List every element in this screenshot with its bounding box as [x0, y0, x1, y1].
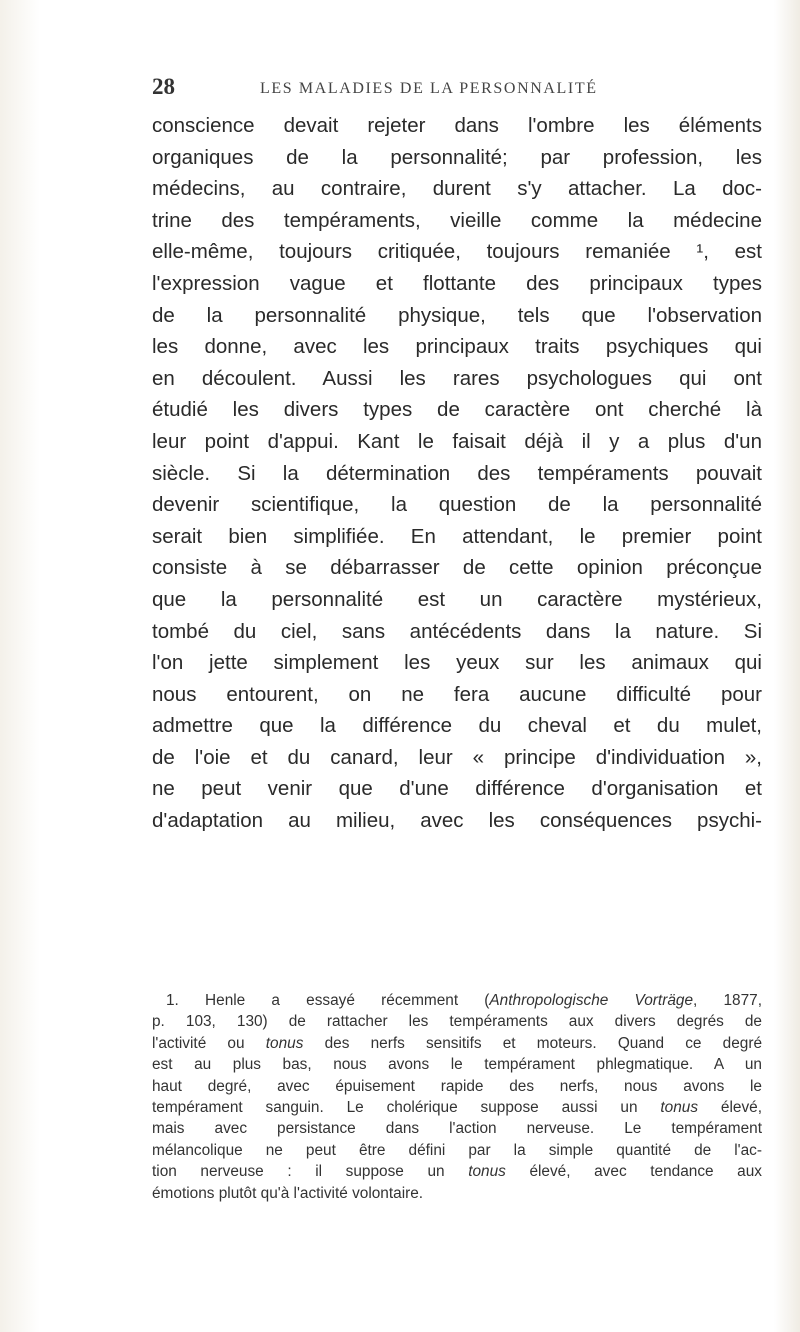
- body-line: elle-même, toujours critiquée, toujours remaniée ¹, est: [152, 240, 762, 264]
- footnote-line: mélancolique ne peut être défini par la simple quantité de l'ac-: [152, 1141, 762, 1159]
- footnote-line: [152, 990, 762, 1011]
- footnote-text: 1. Henle a essayé récemment (: [166, 992, 490, 1009]
- body-line: consiste à se débarrasser de cette opinion préconçue: [152, 556, 762, 580]
- footnote-term: tonus: [660, 1099, 699, 1117]
- footnote-citation: Anthropologische Vorträge: [489, 992, 694, 1009]
- footnote-line: mais avec persistance dans l'action nerveuse. Le tempérament: [152, 1120, 762, 1138]
- footnote-text: élevé, avec tendance aux: [505, 1163, 762, 1181]
- body-line: nous entourent, on ne fera aucune difficulté pour: [152, 682, 762, 706]
- footnote-text: tion nerveuse : il suppose un: [152, 1163, 469, 1181]
- body-line: de l'oie et du canard, leur « principe d'individuation »,: [152, 745, 762, 769]
- body-line: l'on jette simplement les yeux sur les animaux qui: [152, 651, 762, 675]
- footnote-line: p. 103, 130) de rattacher les tempéraments aux divers degrés de: [152, 1013, 762, 1031]
- page-number: 28: [152, 74, 175, 99]
- body-line: l'expression vague et flottante des principaux types: [152, 271, 762, 295]
- body-text: [152, 110, 762, 837]
- body-line: organiques de la personnalité; par profession, les: [152, 145, 762, 169]
- footnote-term: tonus: [265, 1034, 304, 1052]
- footnote-text: , 1877,: [693, 992, 762, 1009]
- footnote-line: [152, 1097, 762, 1118]
- body-line: les donne, avec les principaux traits psychiques qui: [152, 335, 762, 359]
- body-line: trine des tempéraments, vieille comme la médecine: [152, 208, 762, 232]
- footnote-line: haut degré, avec épuisement rapide des nerfs, nous avons le: [152, 1077, 762, 1095]
- body-line: conscience devait rejeter dans l'ombre les éléments: [152, 114, 762, 137]
- footnote-term: tonus: [468, 1163, 506, 1181]
- page-edge-shade: [774, 0, 800, 1332]
- body-line: que la personnalité est un caractère mystérieux,: [152, 587, 762, 611]
- footnote-text: élevé,: [698, 1099, 762, 1117]
- footnote-text: tempérament sanguin. Le cholérique suppose aussi un: [152, 1099, 661, 1117]
- body-line: en découlent. Aussi les rares psychologues qui ont: [152, 366, 762, 390]
- body-line: leur point d'appui. Kant le faisait déjà il y a plus d'un: [152, 429, 762, 453]
- footnote-line: est au plus bas, nous avons le tempérament phlegmatique. A un: [152, 1056, 762, 1074]
- footnote-line: émotions plutôt qu'à l'activité volontaire.: [152, 1184, 424, 1202]
- footnote: [152, 990, 762, 1204]
- body-line: d'adaptation au milieu, avec les conséquences psychi-: [152, 809, 762, 833]
- footnote-line: [152, 1161, 762, 1182]
- body-line: étudié les divers types de caractère ont cherché là: [152, 398, 762, 422]
- body-line: tombé du ciel, sans antécédents dans la nature. Si: [152, 619, 762, 643]
- body-line: admettre que la différence du cheval et du mulet,: [152, 714, 762, 738]
- footnote-text: des nerfs sensitifs et moteurs. Quand ce degré: [303, 1034, 762, 1052]
- body-line: serait bien simplifiée. En attendant, le premier point: [152, 524, 762, 548]
- body-line: siècle. Si la détermination des tempéraments pouvait: [152, 461, 762, 485]
- page-gutter-shade: [0, 0, 40, 1332]
- body-line: devenir scientifique, la question de la personnalité: [152, 493, 762, 517]
- footnote-line: [152, 1033, 762, 1054]
- body-line: médecins, au contraire, durent s'y attacher. La doc-: [152, 177, 762, 201]
- footnote-text: l'activité ou: [152, 1034, 266, 1052]
- body-line: de la personnalité physique, tels que l'observation: [152, 303, 762, 327]
- body-line: ne peut venir que d'une différence d'organisation et: [152, 777, 762, 801]
- running-title: LES MALADIES DE LA PERSONNALITÉ: [260, 80, 598, 97]
